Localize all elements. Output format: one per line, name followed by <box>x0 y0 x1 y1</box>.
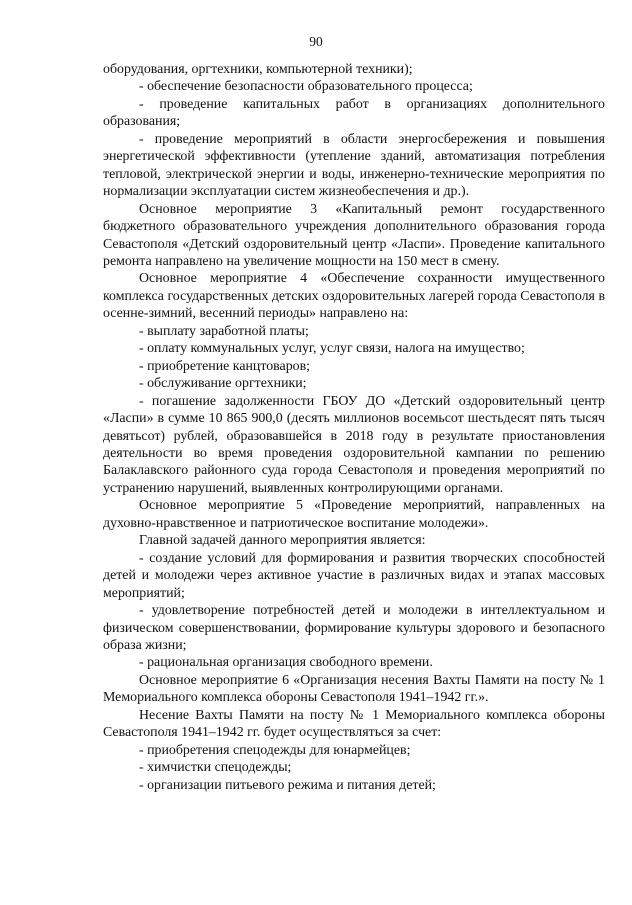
list-item: - удовлетворение потребностей детей и молодежи в интеллектуальном и физическом совершенствовании, формирование культуры здорового и безопасного образа жизни; <box>103 603 605 653</box>
list-item: - приобретения спецодежды для юнармейцев; <box>139 742 411 758</box>
list-item: - создание условий для формирования и развития творческих способностей детей и молодежи через активное участие в различных видах и этапах массовых мероприятий; <box>103 550 605 601</box>
list-item: - проведение капитальных работ в организациях дополнительного образования; <box>103 96 605 130</box>
list-item: - организации питьевого режима и питания детей; <box>139 777 436 793</box>
paragraph: Главной задачей данного мероприятия является: <box>139 533 426 549</box>
paragraph: Несение Вахты Памяти на посту № 1 Мемориального комплекса обороны Севастополя 1941–1942 гг. будет осуществляться за счет: <box>103 707 605 741</box>
page-number: 90 <box>309 34 323 49</box>
list-item: - химчистки спецодежды; <box>139 760 292 776</box>
paragraph: Основное мероприятие 5 «Проведение мероприятий, направленных на духовно-нравственное и патриотическое воспитание молодежи». <box>103 498 605 531</box>
list-item: - обслуживание оргтехники; <box>139 376 307 392</box>
paragraph: Основное мероприятие 6 «Организация несения Вахты Памяти на посту № 1 Мемориального комплекса обороны Севастополя 1941–1942 гг.». <box>103 672 605 706</box>
list-item: - оплату коммунальных услуг, услуг связи, налога на имущество; <box>139 341 525 357</box>
document-body <box>103 61 605 794</box>
list-item: - проведение мероприятий в области энергосбережения и повышения энергетической эффективности (утепление зданий, автоматизация потребления тепловой, электрической энергии и воды, инженерно-технические мероприятия по нормализации эксплуатации систем жизнеобеспечения и др.). <box>103 131 605 200</box>
list-item: - приобретение канцтоваров; <box>139 358 311 374</box>
paragraph: оборудования, оргтехники, компьютерной техники); <box>103 62 413 77</box>
list-item: - обеспечение безопасности образовательного процесса; <box>139 79 473 95</box>
list-item: - выплату заработной платы; <box>139 323 309 339</box>
paragraph: Основное мероприятие 4 «Обеспечение сохранности имущественного комплекса государственных детских оздоровительных лагерей города Севастополя в осенне-зимний, весенний периоды» направлено на: <box>103 271 605 322</box>
paragraph: Основное мероприятие 3 «Капитальный ремонт государственного бюджетного образовательного учреждения дополнительного образования города Севастополя «Детский оздоровительный центр «Ласпи». Проведение капитального ремонта направлено на увеличение мощности на 150 мест в смену. <box>103 201 605 269</box>
list-item: - рациональная организация свободного времени. <box>139 655 433 671</box>
list-item: - погашение задолженности ГБОУ ДО «Детский оздоровительный центр «Ласпи» в сумме 10 865 900,0 (десять миллионов восемьсот шестьдесят пять тысяч девятьсот) рублей, образовавшейся в 2018 году в результате приостановления деятельности во время проведения оздоровительной кампании по решению Балаклавского районного суда города Севастополя и проведения мероприятий по устранению нарушений, выявленных контролирующими органами. <box>103 393 605 496</box>
